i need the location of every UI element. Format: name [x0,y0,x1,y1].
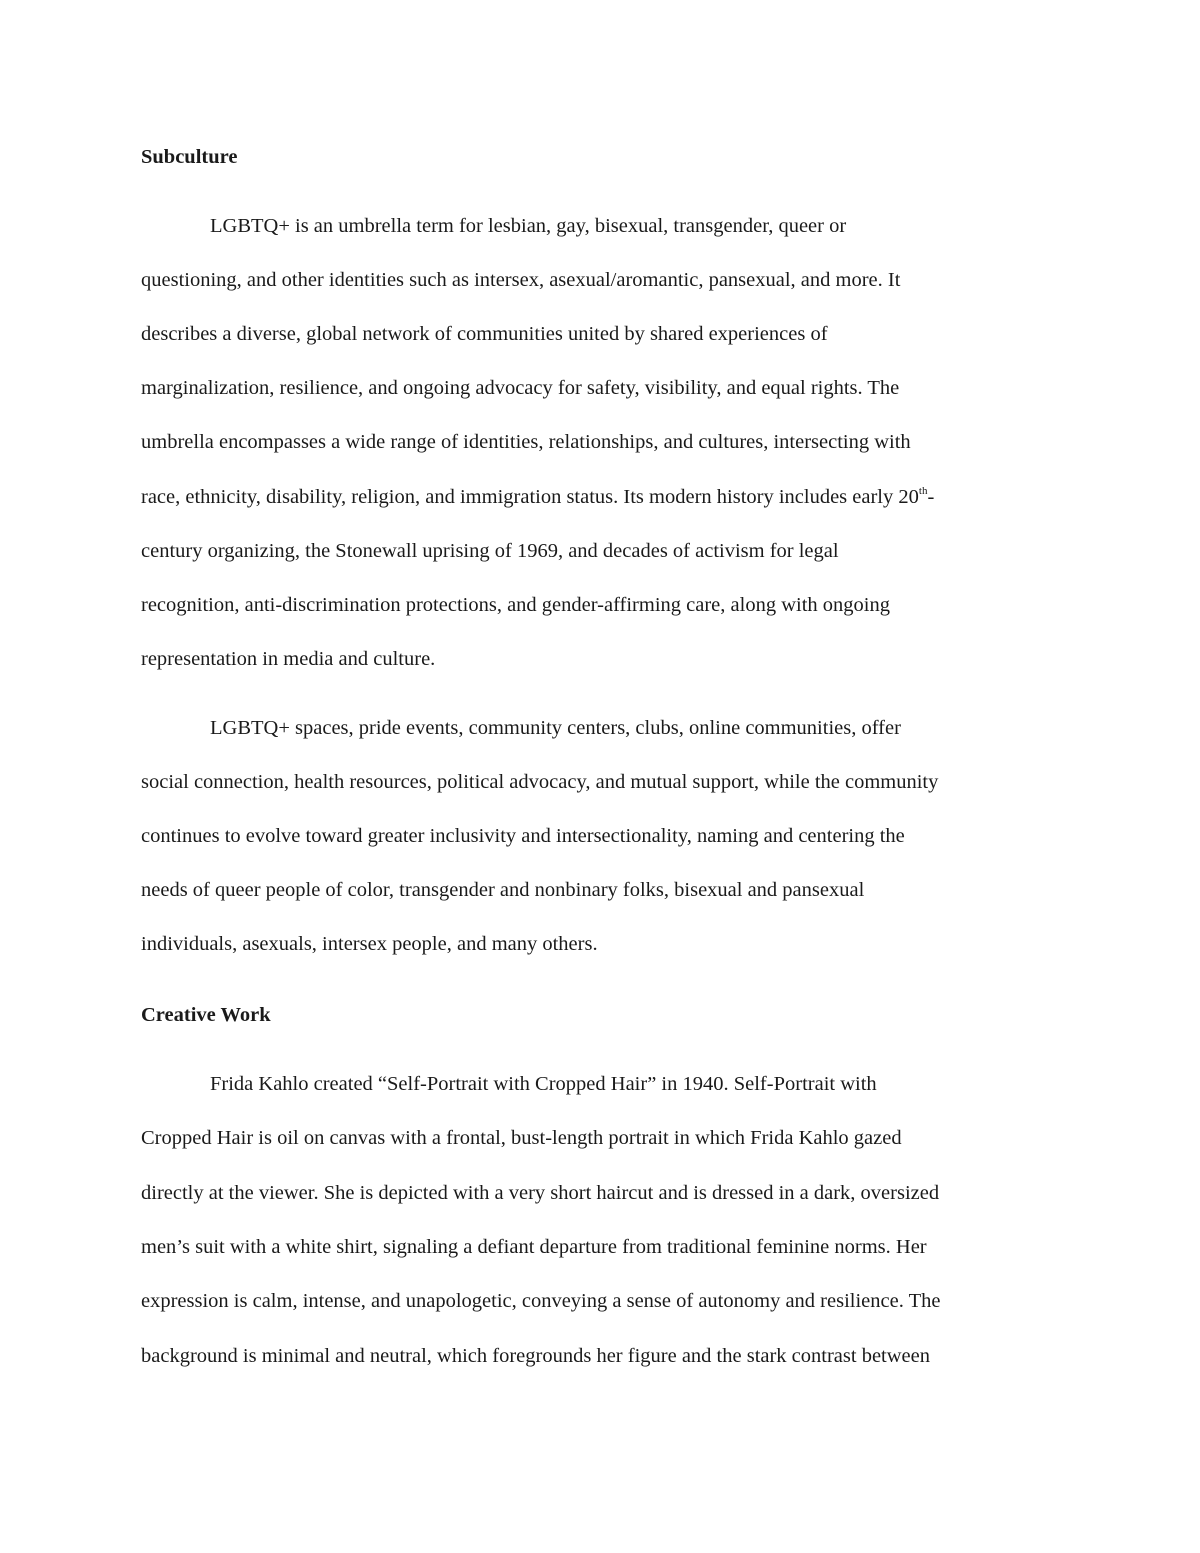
paragraph-line: representation in media and culture. [141,648,436,670]
paragraph-line: century organizing, the Stonewall uprising of 1969, and decades of activism for legal [141,540,839,562]
paragraph-line: questioning, and other identities such as intersex, asexual/aromantic, pansexual, and more. It [141,269,901,291]
paragraph-line: expression is calm, intense, and unapologetic, conveying a sense of autonomy and resilience. The [141,1290,941,1312]
paragraph-line: needs of queer people of color, transgender and nonbinary folks, bisexual and pansexual [141,879,865,901]
paragraph-line: LGBTQ+ spaces, pride events, community centers, clubs, online communities, offer [210,717,901,739]
paragraph-line: recognition, anti-discrimination protections, and gender-affirming care, along with ongoing [141,594,890,616]
paragraph-line: describes a diverse, global network of communities united by shared experiences of [141,323,828,345]
paragraph-line: background is minimal and neutral, which foregrounds her figure and the stark contrast between [141,1345,930,1367]
ordinal-superscript: th [918,485,928,497]
paragraph-line [141,483,934,511]
paragraph-line: men’s suit with a white shirt, signaling a defiant departure from traditional feminine norms. Her [141,1236,927,1258]
paragraph-line: Frida Kahlo created “Self-Portrait with Cropped Hair” in 1940. Self-Portrait with [210,1073,877,1095]
paragraph-line: LGBTQ+ is an umbrella term for lesbian, gay, bisexual, transgender, queer or [210,215,847,237]
section-heading-creative-work: Creative Work [141,1004,271,1026]
paragraph-line: directly at the viewer. She is depicted with a very short haircut and is dressed in a dark, oversized [141,1182,940,1204]
paragraph-line: individuals, asexuals, intersex people, and many others. [141,933,598,955]
paragraph-line: continues to evolve toward greater inclusivity and intersectionality, naming and centering the [141,825,905,847]
paragraph-line: social connection, health resources, political advocacy, and mutual support, while the community [141,771,939,793]
paragraph-line: Cropped Hair is oil on canvas with a frontal, bust-length portrait in which Frida Kahlo gazed [141,1127,902,1149]
paragraph-line: umbrella encompasses a wide range of identities, relationships, and cultures, intersecting with [141,431,911,453]
line-text: race, ethnicity, disability, religion, and immigration status. Its modern history includes early 20 [141,486,919,508]
section-heading-subculture: Subculture [141,146,238,168]
paragraph-line: marginalization, resilience, and ongoing advocacy for safety, visibility, and equal rights. The [141,377,900,399]
line-text: - [927,486,935,508]
